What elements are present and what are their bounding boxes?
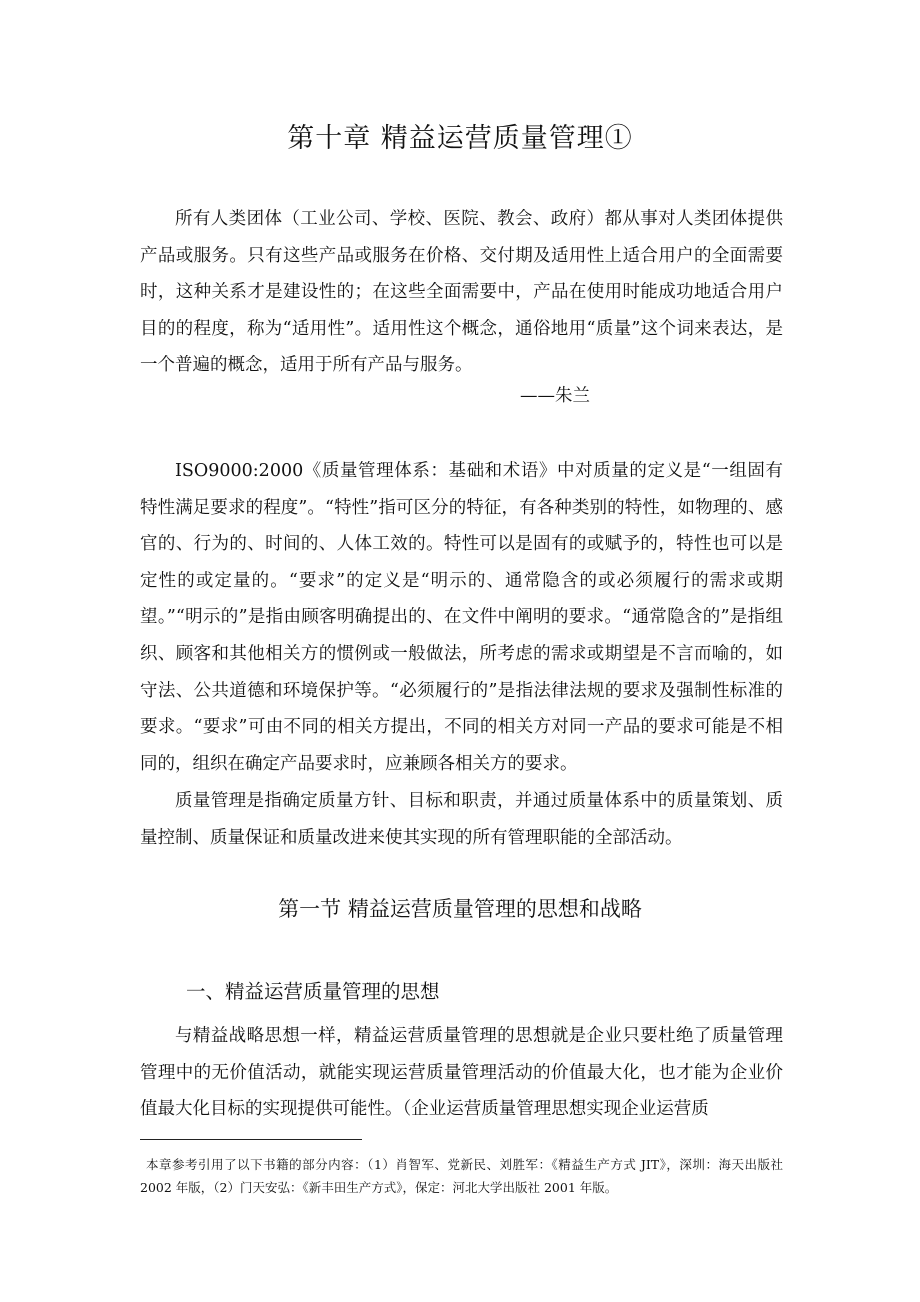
- iso-definition-paragraph: ISO9000:2000《质量管理体系：基础和术语》中对质量的定义是“一组固有特性满足要求的程度”。“特性”指可区分的特征，有各种类别的特性，如物理的、感官的、行为的、时间的、人体工效的。特性可以是固有的或赋予的，特性也可以是定性的或定量的。“要求”的定义是“明示的、通常隐含的或必须履行的需求或期望。”“明示的”是指由顾客明确提出的、在文件中阐明的要求。“通常隐含的”是指组织、顾客和其他相关方的惯例或一般做法，所考虑的需求或期望是不言而喻的，如守法、公共道德和环境保护等。“必须履行的”是指法律法规的要求及强制性标准的要求。“要求”可由不同的相关方提出，不同的相关方对同一产品的要求可能是不相同的，组织在确定产品要求时，应兼顾各相关方的要求。: [140, 461, 783, 774]
- quote-author: ——朱兰: [520, 386, 590, 406]
- subsection-paragraph: 与精益战略思想一样，精益运营质量管理的思想就是企业只要杜绝了质量管理管理中的无价值活动，就能实现运营质量管理活动的价值最大化，也才能为企业价值最大化目标的实现提供可能性。（企业运营质量管理思想实现企业运营质: [140, 1026, 783, 1120]
- section-title: 第一节 精益运营质量管理的思想和战略: [278, 897, 642, 921]
- subsection-title: 一、精益运营质量管理的思想: [186, 980, 440, 1003]
- footnote-divider: [140, 1139, 362, 1140]
- chapter-title: 第十章 精益运营质量管理①: [287, 123, 633, 154]
- footnote-text: 本章参考引用了以下书籍的部分内容：（1）肖智军、党新民、刘胜军：《精益生产方式 JIT》，深圳：海天出版社 2002 年版，（2）门天安弘：《新丰田生产方式》，保定：河北大学出版社 2001 年版。: [140, 1157, 783, 1195]
- juran-quote: 所有人类团体（工业公司、学校、医院、教会、政府）都从事对人类团体提供产品或服务。只有这些产品或服务在价格、交付期及适用性上适合用户的全面需要时，这种关系才是建设性的；在这些全面需要中，产品在使用时能成功地适合用户目的的程度，称为“适用性”。适用性这个概念，通俗地用“质量”这个词来表达，是一个普遍的概念，适用于所有产品与服务。: [140, 209, 783, 376]
- footnote: [140, 1153, 783, 1199]
- quality-management-paragraph: 质量管理是指确定质量方针、目标和职责，并通过质量体系中的质量策划、质量控制、质量保证和质量改进来使其实现的所有管理职能的全部活动。: [140, 791, 783, 848]
